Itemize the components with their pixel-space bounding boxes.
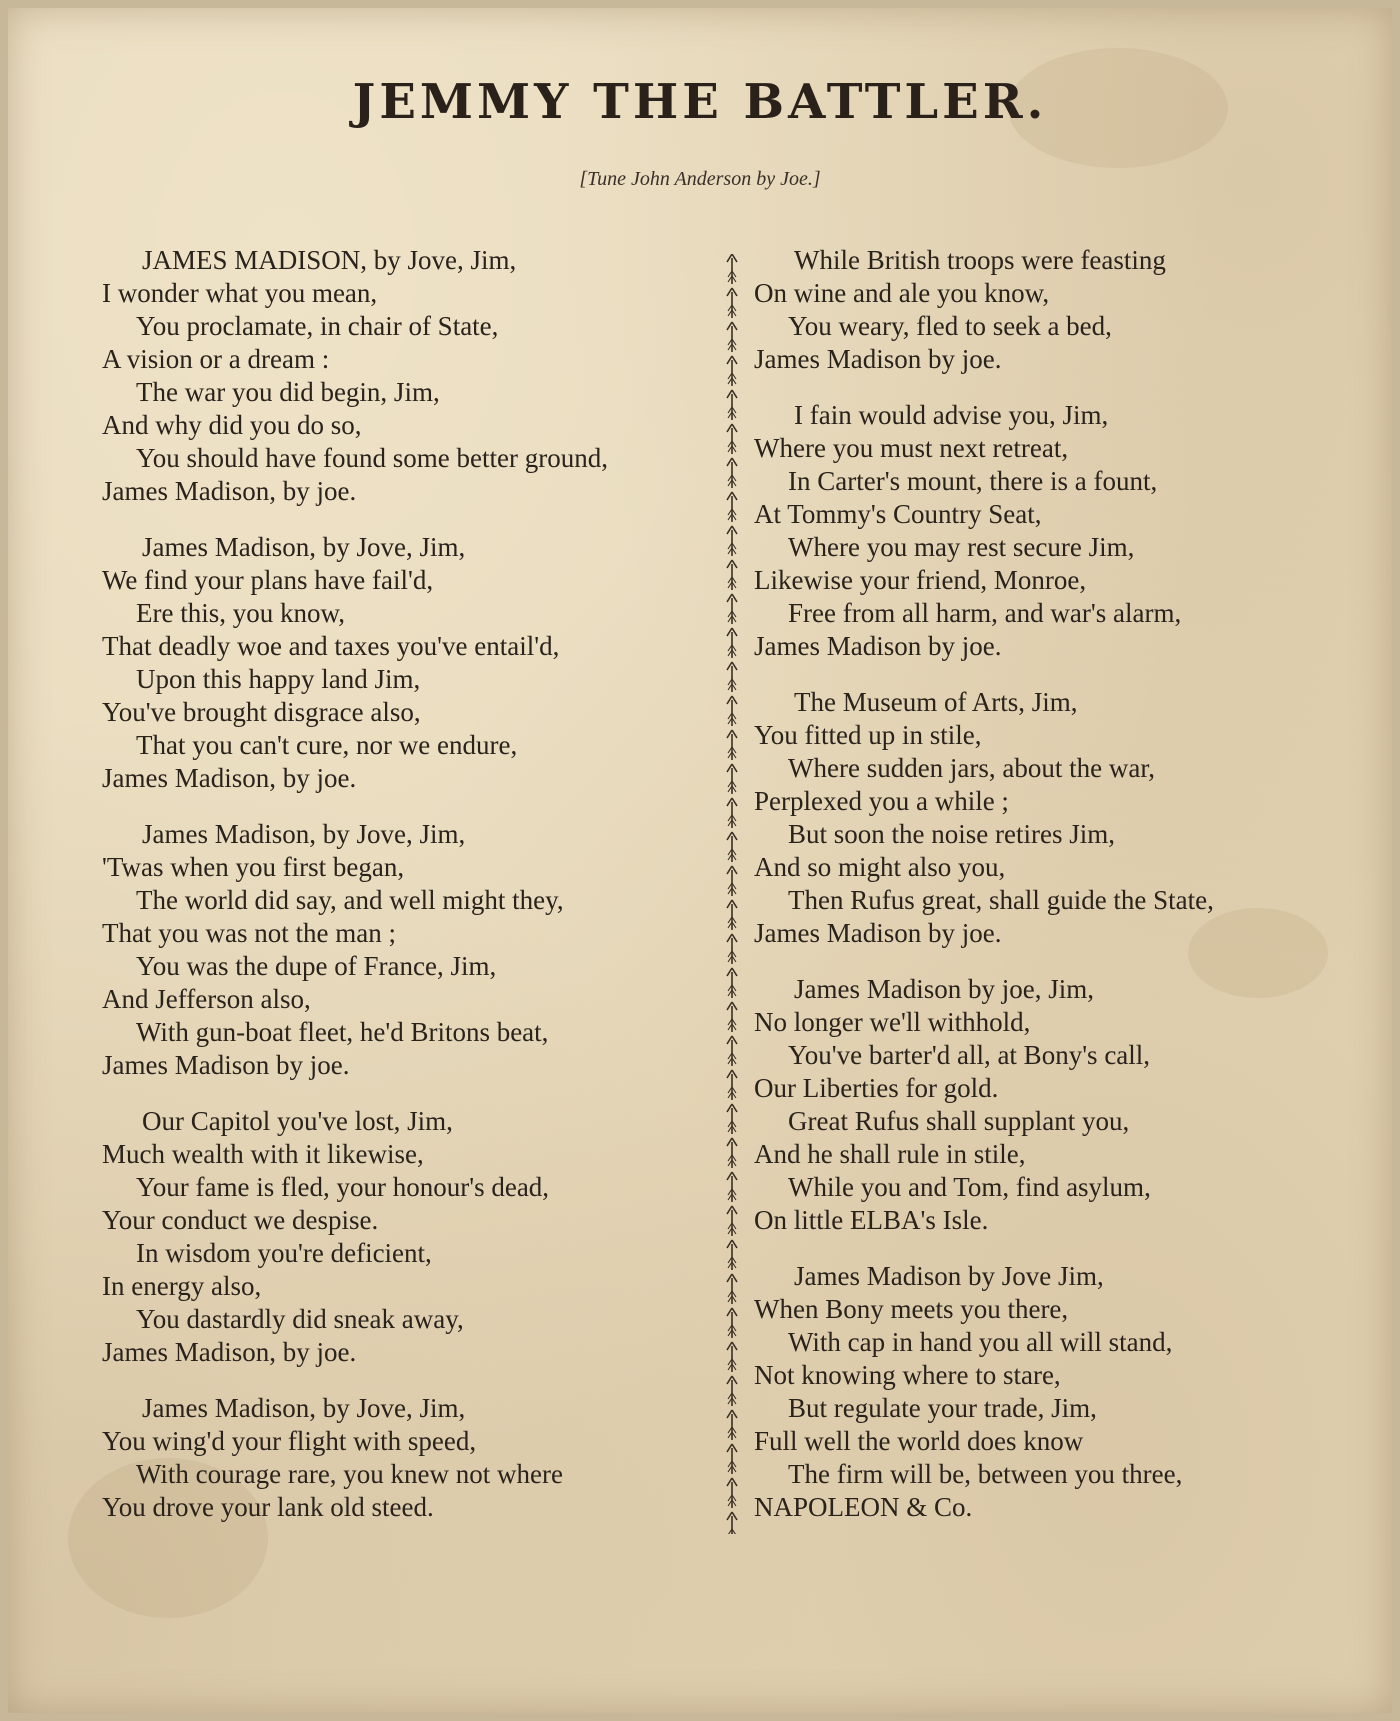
- stanza: [102, 244, 712, 508]
- stanza: [754, 686, 1374, 950]
- verse-line: In energy also,: [102, 1271, 262, 1301]
- arrow-ornament-icon: [727, 764, 737, 794]
- verse-line: Our Liberties for gold.: [754, 1073, 999, 1103]
- verse-line: At Tommy's Country Seat,: [754, 499, 1042, 529]
- verse-line: James Madison by Jove Jim,: [794, 1261, 1104, 1291]
- arrow-ornament-icon: [727, 628, 737, 658]
- verse-line: The world did say, and well might they,: [136, 885, 564, 915]
- verse-line: A vision or a dream :: [102, 344, 330, 374]
- arrow-ornament-icon: [727, 1172, 737, 1202]
- arrow-ornament-icon: [727, 1512, 737, 1534]
- arrow-ornament-icon: [727, 1002, 737, 1032]
- verse-line: James Madison by joe, Jim,: [794, 974, 1094, 1004]
- verse-line: That you was not the man ;: [102, 918, 396, 948]
- page-title: JEMMY THE BATTLER.: [352, 74, 1048, 130]
- verse-line: 'Twas when you first began,: [102, 852, 405, 882]
- verse-line: But soon the noise retires Jim,: [788, 819, 1115, 849]
- verse-line: With gun-boat fleet, he'd Britons beat,: [136, 1017, 549, 1047]
- verse-line: On wine and ale you know,: [754, 278, 1050, 308]
- arrow-ornament-icon: [727, 662, 737, 692]
- arrow-ornament-icon: [727, 1070, 737, 1100]
- arrow-ornament-icon: [727, 1410, 737, 1440]
- verse-line: NAPOLEON & Co.: [754, 1492, 973, 1522]
- arrow-ornament-icon: [727, 1036, 737, 1066]
- verse-line: And he shall rule in stile,: [754, 1139, 1026, 1169]
- verse-line: We find your plans have fail'd,: [102, 565, 434, 595]
- left-column: [102, 244, 712, 1547]
- verse-line: James Madison, by joe.: [102, 1337, 357, 1367]
- arrow-ornament-icon: [727, 866, 737, 896]
- verse-line: And Jefferson also,: [102, 984, 311, 1014]
- stanza: [102, 818, 712, 1082]
- arrow-ornament-icon: [727, 832, 737, 862]
- verse-line: You dastardly did sneak away,: [136, 1304, 464, 1334]
- verse-line: Full well the world does know: [754, 1426, 1084, 1456]
- verse-line: Then Rufus great, shall guide the State,: [788, 885, 1214, 915]
- verse-line: No longer we'll withhold,: [754, 1007, 1031, 1037]
- stanza: [754, 973, 1374, 1237]
- stanza: [102, 1392, 712, 1524]
- verse-line: The Museum of Arts, Jim,: [794, 687, 1078, 717]
- arrow-ornament-icon: [727, 1444, 737, 1474]
- verse-line: The firm will be, between you three,: [788, 1459, 1183, 1489]
- verse-line: In Carter's mount, there is a fount,: [788, 466, 1158, 496]
- verse-line: Our Capitol you've lost, Jim,: [142, 1106, 453, 1136]
- verse-line: When Bony meets you there,: [754, 1294, 1069, 1324]
- verse-line: That deadly woe and taxes you've entail'd,: [102, 631, 560, 661]
- verse-line: You drove your lank old steed.: [102, 1492, 434, 1522]
- stanza: [102, 531, 712, 795]
- verse-line: I wonder what you mean,: [102, 278, 378, 308]
- verse-line: The war you did begin, Jim,: [136, 377, 440, 407]
- arrow-ornament-icon: [727, 254, 737, 284]
- arrow-ornament-icon: [727, 1206, 737, 1236]
- arrow-ornament-icon: [727, 458, 737, 488]
- verse-line: You wing'd your flight with speed,: [102, 1426, 477, 1456]
- verse-line: With cap in hand you all will stand,: [788, 1327, 1173, 1357]
- verse-line: You've brought disgrace also,: [102, 697, 421, 727]
- stanza: [102, 1105, 712, 1369]
- verse-line: And so might also you,: [754, 852, 1006, 882]
- tune-subtitle: [Tune John Anderson by Joe.]: [579, 168, 821, 190]
- arrow-ornament-icon: [727, 1376, 737, 1406]
- verse-line: Your fame is fled, your honour's dead,: [136, 1172, 550, 1202]
- arrow-ornament-icon: [727, 288, 737, 318]
- verse-line: But regulate your trade, Jim,: [788, 1393, 1097, 1423]
- verse-line: Where sudden jars, about the war,: [788, 753, 1156, 783]
- arrow-ornament-icon: [727, 934, 737, 964]
- verse-line: James Madison by joe.: [754, 918, 1002, 948]
- verse-line: While you and Tom, find asylum,: [788, 1172, 1151, 1202]
- verse-line: You've barter'd all, at Bony's call,: [788, 1040, 1151, 1070]
- arrow-ornament-icon: [727, 730, 737, 760]
- verse-line: In wisdom you're deficient,: [136, 1238, 432, 1268]
- verse-line: Where you may rest secure Jim,: [788, 532, 1135, 562]
- verse-line: You weary, fled to seek a bed,: [788, 311, 1112, 341]
- arrow-ornament-icon: [727, 390, 737, 420]
- arrow-ornament-icon: [727, 560, 737, 590]
- verse-line: Great Rufus shall supplant you,: [788, 1106, 1130, 1136]
- arrow-ornament-icon: [727, 492, 737, 522]
- arrow-ornament-icon: [727, 1138, 737, 1168]
- arrow-ornament-icon: [727, 968, 737, 998]
- arrow-ornament-icon: [727, 594, 737, 624]
- verse-line: You should have found some better ground,: [136, 443, 608, 473]
- arrow-ornament-icon: [727, 526, 737, 556]
- verse-line: While British troops were feasting: [794, 245, 1166, 275]
- verse-line: Your conduct we despise.: [102, 1205, 379, 1235]
- arrow-up-ornament-icon: [722, 254, 742, 1534]
- verse-line: James Madison, by joe.: [102, 763, 357, 793]
- arrow-ornament-icon: [727, 1308, 737, 1338]
- arrow-ornament-icon: [727, 1274, 737, 1304]
- verse-line: Free from all harm, and war's alarm,: [788, 598, 1182, 628]
- stanza: [754, 244, 1374, 376]
- verse-line: James Madison, by Jove, Jim,: [142, 819, 466, 849]
- verse-line: Upon this happy land Jim,: [136, 664, 421, 694]
- verse-line: Not knowing where to stare,: [754, 1360, 1061, 1390]
- verse-line: James Madison by joe.: [102, 1050, 350, 1080]
- stanza: [754, 399, 1374, 663]
- arrow-ornament-icon: [727, 900, 737, 930]
- verse-line: I fain would advise you, Jim,: [794, 400, 1109, 430]
- arrow-ornament-icon: [727, 322, 737, 352]
- verse-line: Ere this, you know,: [136, 598, 345, 628]
- stanza: [754, 1260, 1374, 1524]
- broadside-sheet: [8, 8, 1392, 1713]
- verse-line: Much wealth with it likewise,: [102, 1139, 424, 1169]
- verse-line: James Madison by joe.: [754, 344, 1002, 374]
- arrow-ornament-icon: [727, 696, 737, 726]
- arrow-ornament-icon: [727, 1240, 737, 1270]
- verse-line: That you can't cure, nor we endure,: [136, 730, 518, 760]
- verse-line: Perplexed you a while ;: [754, 786, 1009, 816]
- right-column: [754, 244, 1374, 1547]
- verse-line: James Madison, by Jove, Jim,: [142, 1393, 466, 1423]
- verse-line: James Madison, by joe.: [102, 476, 357, 506]
- arrow-ornament-icon: [727, 1478, 737, 1508]
- arrow-ornament-icon: [727, 356, 737, 386]
- arrow-ornament-icon: [727, 1342, 737, 1372]
- verse-line: Where you must next retreat,: [754, 433, 1069, 463]
- verse-line: On little ELBA's Isle.: [754, 1205, 989, 1235]
- verse-line: James Madison, by Jove, Jim,: [142, 532, 466, 562]
- verse-line: You fitted up in stile,: [754, 720, 982, 750]
- verse-line: And why did you do so,: [102, 410, 362, 440]
- verse-line: Likewise your friend, Monroe,: [754, 565, 1087, 595]
- verse-line: James Madison by joe.: [754, 631, 1002, 661]
- verse-line: JAMES MADISON, by Jove, Jim,: [142, 245, 517, 275]
- verse-line: You proclamate, in chair of State,: [136, 311, 499, 341]
- verse-line: With courage rare, you knew not where: [136, 1459, 563, 1489]
- arrow-ornament-icon: [727, 798, 737, 828]
- arrow-ornament-icon: [727, 424, 737, 454]
- verse-line: You was the dupe of France, Jim,: [136, 951, 497, 981]
- arrow-ornament-icon: [727, 1104, 737, 1134]
